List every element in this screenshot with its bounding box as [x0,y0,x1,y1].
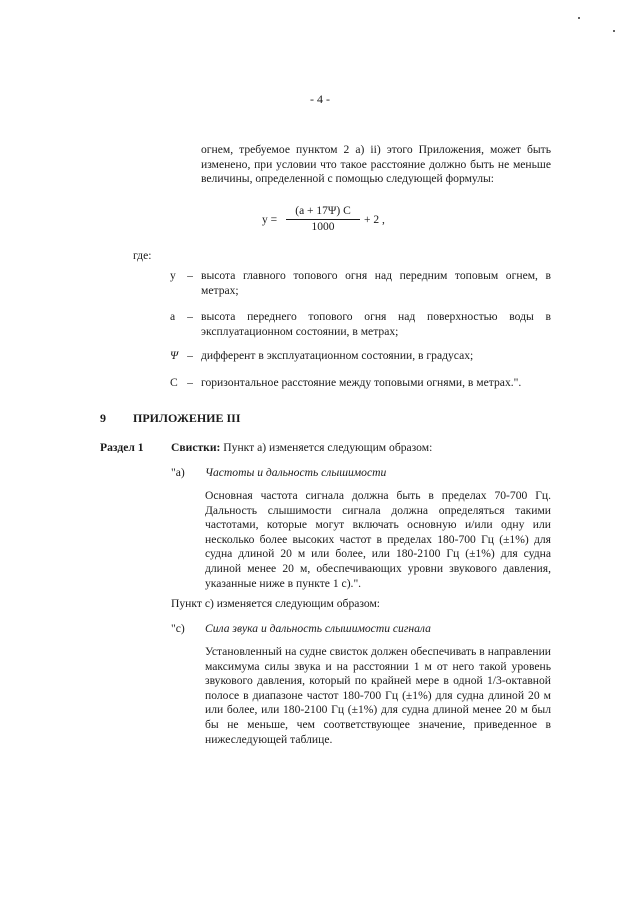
formula-denominator: 1000 [311,221,335,233]
intro-line: величины, определенной с помощью следующей формулы: [201,172,494,186]
body-line: максимума силы звука и на расстоянии 1 м от него такой уровень [205,659,551,673]
scan-speck [578,17,580,19]
page-number: - 4 - [310,92,330,106]
section-title: ПРИЛОЖЕНИЕ III [133,411,241,425]
razdel-lead [171,441,551,456]
definition-line: высота главного топового огня над передним топовым огнем, в [201,269,551,282]
body-line: указанные ниже в пункте 1 с).". [205,576,362,590]
definition-dash: – [187,349,193,362]
formula [262,204,422,238]
item-title: Частоты и дальность слышимости [205,466,387,479]
body-line: или более, или 180-2100 Гц (±1%) для судна длиной менее 20 м был [205,703,551,717]
body-line: нижеследующей таблице. [205,732,333,746]
definition-symbol: y [170,269,176,282]
scan-speck [613,30,615,32]
definition-line: дифферент в эксплуатационном состоянии, в градусах; [201,349,474,362]
definition-line: эксплуатационном состоянии, в метрах; [201,324,399,338]
definition-dash: – [187,376,193,389]
body-line: Дальность слышимости сигнала должна определяться такими [205,503,551,517]
definition-line: метрах; [201,283,239,297]
definition-symbol: a [170,310,176,323]
formula-lhs: y = [262,214,278,226]
formula-rhs: + 2 , [364,214,385,226]
item-mark: "а) [171,466,185,479]
section-number: 9 [100,411,106,425]
razdel-lead-rest: Пункт а) изменяется следующим образом: [220,441,433,454]
where-label: где: [133,249,152,262]
body-line: длиной менее 20 м, обеспечивающих уровни звукового давления, [205,561,551,575]
item-mark: "с) [171,622,185,635]
definition-dash: – [187,310,193,323]
item-body [205,489,551,591]
intro-line: огнем, требуемое пунктом 2 а) ii) этого Приложения, может быть [201,143,551,156]
body-line: Основная частота сигнала должна быть в пределах 70-700 Гц. [205,489,551,502]
body-line: несколько более высоких частот в пределах 180-700 Гц (±1%) для [205,532,551,546]
formula-numerator: (a + 17Ψ) C [295,205,351,217]
item-c-intro: Пункт с) изменяется следующим образом: [171,597,381,610]
definition-text [201,349,551,364]
item-title: Сила звука и дальность слышимости сигнала [205,622,431,635]
intro-paragraph [201,143,551,187]
definition-line: высота переднего топового огня над поверхностью воды в [201,310,551,323]
body-line: частотами, которые могут включать основную и/или одну или [205,518,551,532]
intro-line: изменено, при условии что такое расстояние должно быть не меньше [201,157,551,171]
definition-text [201,269,551,298]
body-line: Установленный на судне свисток должен обеспечивать в направлении [205,645,551,658]
definition-symbol: C [170,376,178,389]
item-body [205,645,551,747]
formula-fraction [284,204,362,234]
razdel-label: Раздел 1 [100,441,144,454]
definition-line: горизонтальное расстояние между топовыми огнями, в метрах.". [201,376,522,389]
definition-text [201,376,551,391]
definition-text [201,310,551,339]
definition-symbol: Ψ [170,349,179,362]
definition-dash: – [187,269,193,282]
body-line: полосе в диапазоне частот 180-700 Гц (±1%) для судна длиной 20 м [205,688,551,702]
body-line: бы не меньше, чем соответствующее значение, приведенное в [205,717,551,731]
razdel-lead-bold: Свистки: [171,441,221,454]
body-line: судна длиной 20 м или более, или 180-2100 Гц (±1%) для судна [205,547,551,561]
body-line: звукового давления, который по крайней мере в одной 1/3-октавной [205,674,551,688]
